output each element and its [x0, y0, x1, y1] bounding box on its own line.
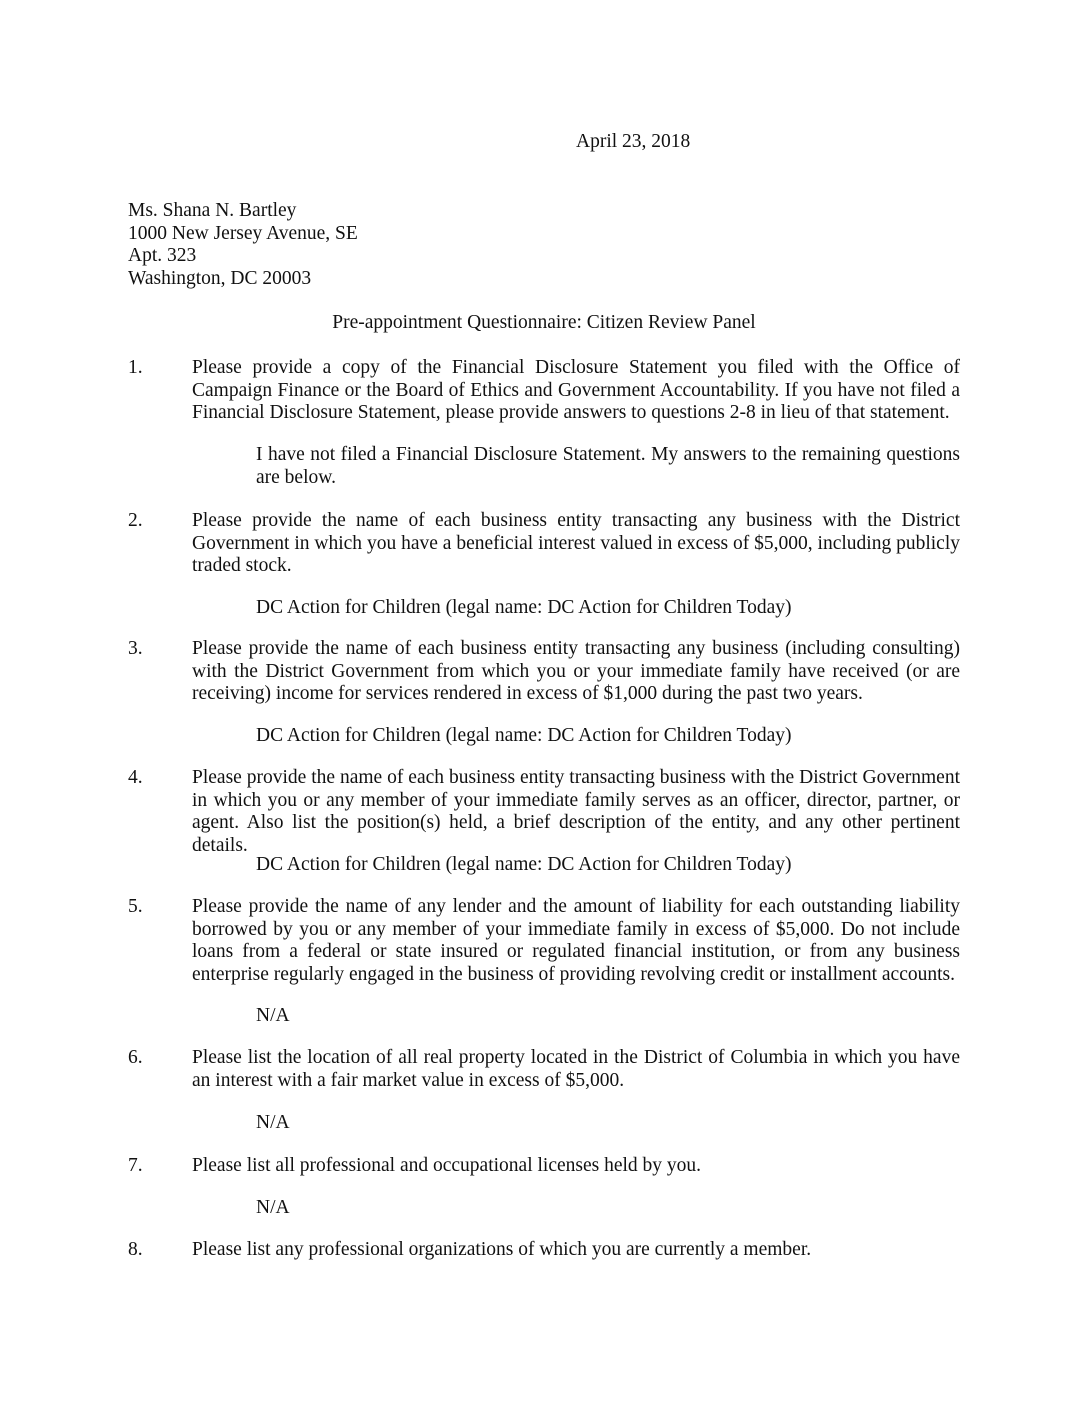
question-text: Please list all professional and occupational licenses held by you. [192, 1155, 702, 1176]
question-number: 5. [128, 896, 143, 917]
question-number: 4. [128, 767, 143, 788]
recipient-street: 1000 New Jersey Avenue, SE [128, 222, 358, 244]
recipient-address [128, 200, 358, 290]
question-8 [128, 1239, 960, 1262]
question-text: Please provide the name of each business entity transacting any business with the District Government in which you have a beneficial interest valued in excess of $5,000, including publicly traded stock. [192, 510, 960, 576]
answer-3: DC Action for Children (legal name: DC Action for Children Today) [256, 725, 792, 746]
question-text: Please provide the name of any lender and the amount of liability for each outstanding liability borrowed by you or any member of your immediate family in excess of $5,000. Do not include loans from a federal or state insured or regulated financial institution, or from any business enterprise regularly engaged in the business of providing revolving credit or installment accounts. [192, 896, 960, 985]
question-text: Please provide the name of each business entity transacting any business (including consulting) with the District Government from which you or your immediate family have received (or are receiving) income for services rendered in excess of $1,000 during the past two years. [192, 638, 960, 704]
question-text: Please provide the name of each business entity transacting business with the District Government in which you or any member of your immediate family serves as an officer, director, partner, or agent. Also list the position(s) held, a brief description of the entity, and any other pertinent details. [192, 767, 960, 856]
question-text: Please list any professional organizations of which you are currently a member. [192, 1239, 812, 1260]
question-5 [128, 896, 960, 986]
question-text: Please provide a copy of the Financial Disclosure Statement you filed with the Office of Campaign Finance or the Board of Ethics and Government Accountability. If you have not filed a Financial Disclosure Statement, please provide answers to questions 2-8 in lieu of that statement. [192, 357, 960, 423]
letter-date: April 23, 2018 [576, 131, 691, 152]
answer-7: N/A [256, 1197, 290, 1218]
document-title: Pre-appointment Questionnaire: Citizen Review Panel [332, 312, 756, 333]
question-number: 7. [128, 1155, 143, 1176]
question-4 [128, 767, 960, 857]
answer-4: DC Action for Children (legal name: DC Action for Children Today) [256, 854, 792, 875]
recipient-name: Ms. Shana N. Bartley [128, 200, 297, 221]
question-number: 3. [128, 638, 143, 659]
recipient-unit: Apt. 323 [128, 245, 197, 266]
question-text: Please list the location of all real property located in the District of Columbia in which you have an interest with a fair market value in excess of $5,000. [192, 1047, 960, 1091]
question-2 [128, 510, 960, 578]
question-1 [128, 357, 960, 425]
answer-6: N/A [256, 1112, 290, 1133]
answer-5: N/A [256, 1005, 290, 1026]
question-6 [128, 1047, 960, 1092]
question-number: 1. [128, 357, 143, 378]
question-7 [128, 1155, 960, 1178]
question-number: 2. [128, 510, 143, 531]
answer-1: I have not filed a Financial Disclosure Statement. My answers to the remaining questions are below. [256, 444, 960, 488]
question-number: 6. [128, 1047, 143, 1068]
answer-2: DC Action for Children (legal name: DC Action for Children Today) [256, 597, 792, 618]
recipient-city: Washington, DC 20003 [128, 267, 312, 289]
question-3 [128, 638, 960, 706]
question-number: 8. [128, 1239, 143, 1260]
